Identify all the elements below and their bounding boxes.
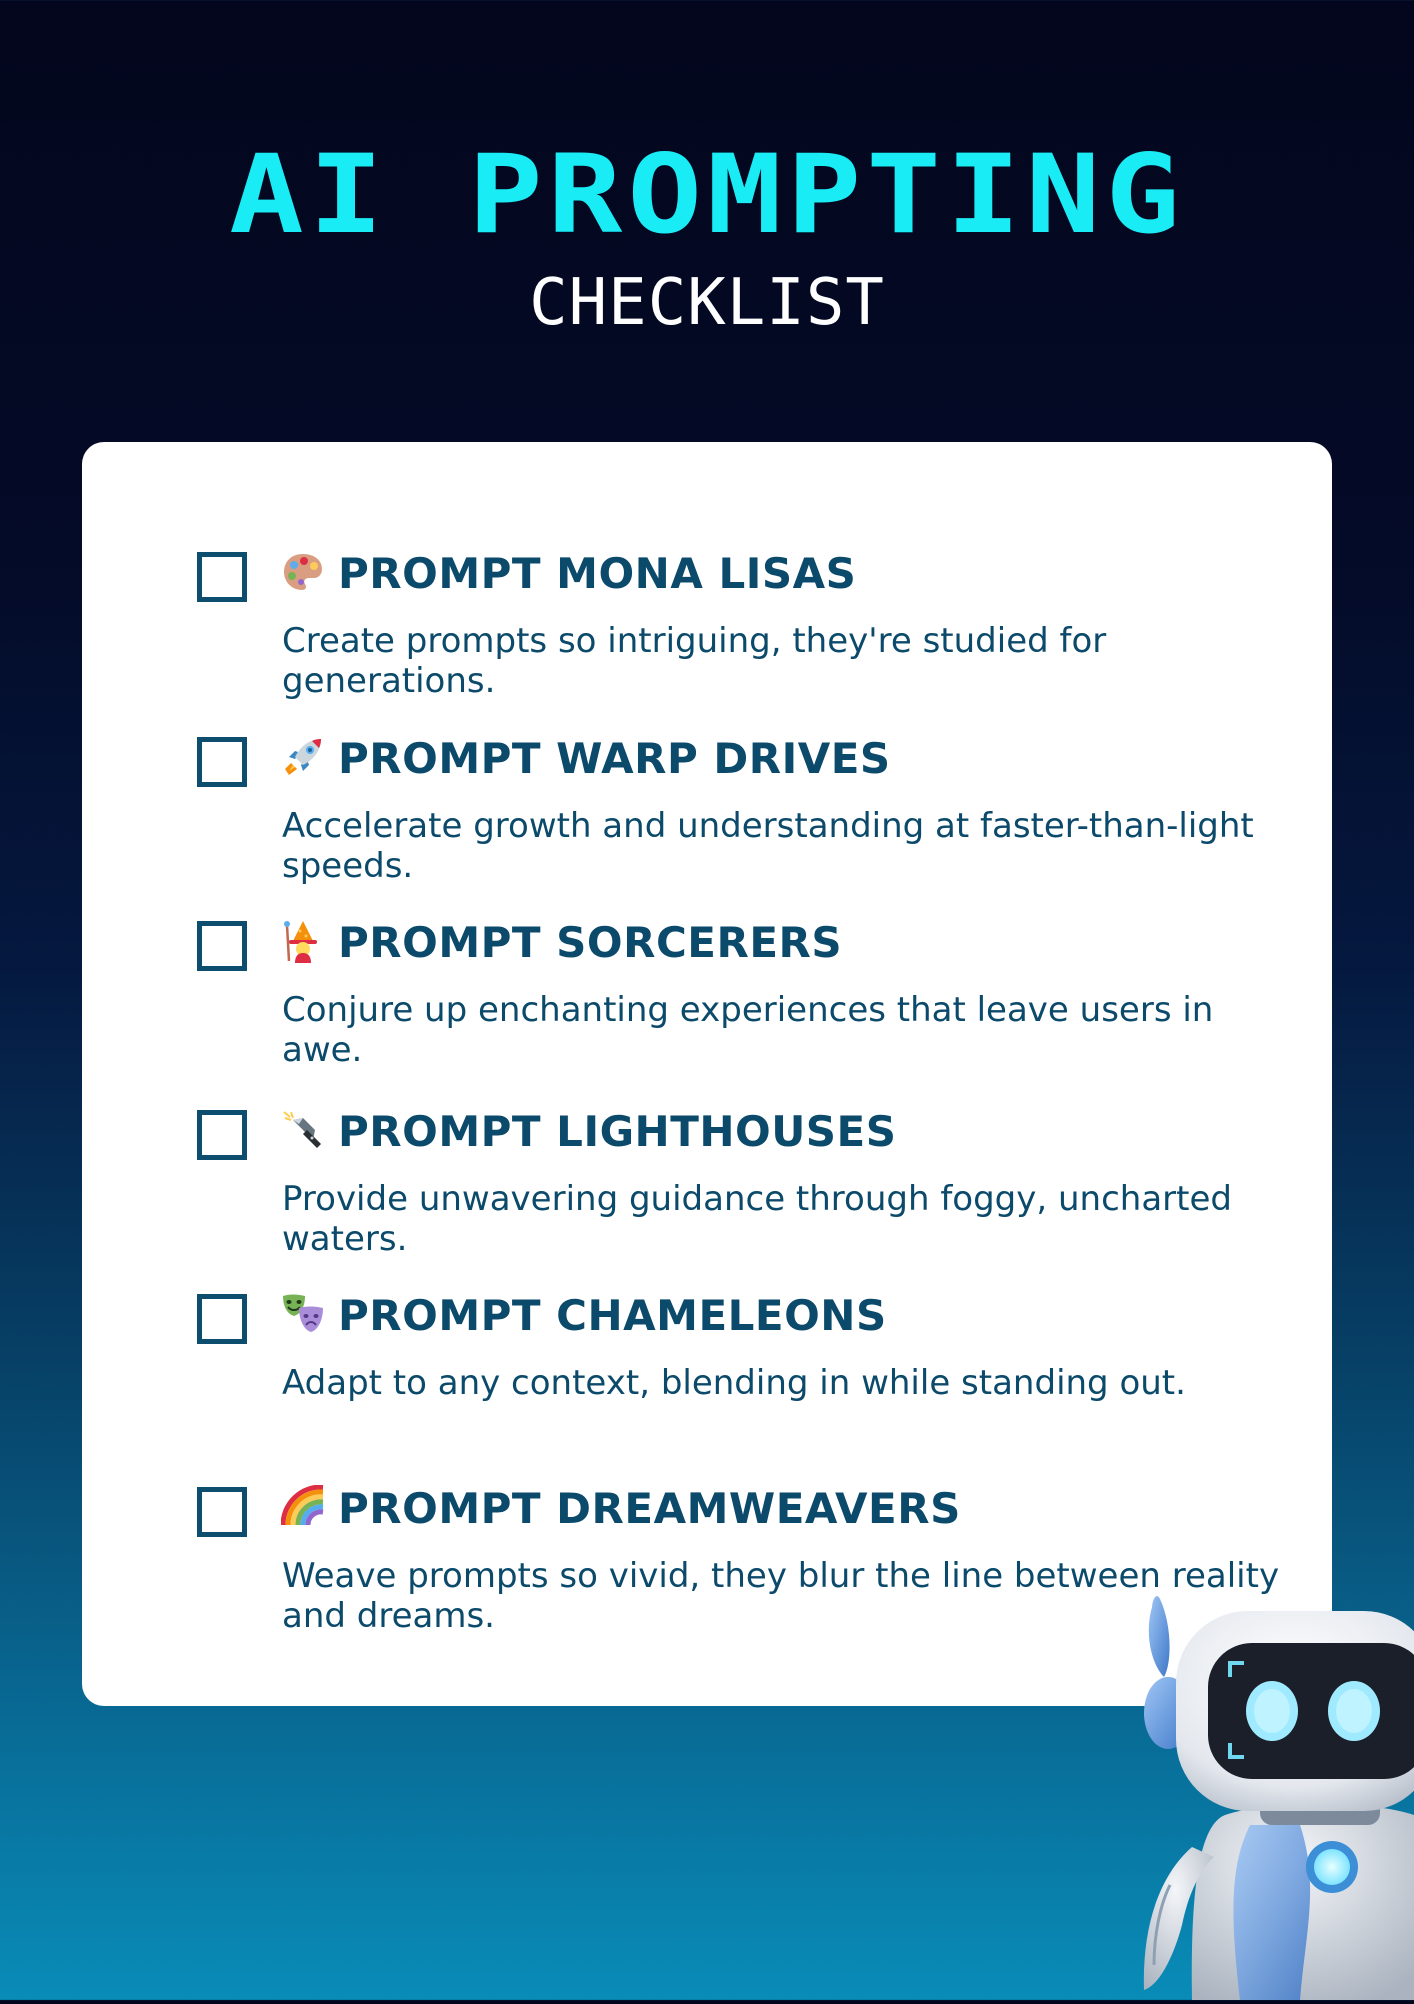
checkbox[interactable] [197, 921, 247, 971]
mage-icon [280, 918, 326, 964]
theater-masks-icon [280, 1291, 326, 1337]
checklist-item-description: Create prompts so intriguing, they're studied for generations. [282, 621, 1107, 701]
checkbox[interactable] [197, 552, 247, 602]
checklist-item-title: PROMPT SORCERERS [338, 918, 843, 967]
checklist-item-description: Accelerate growth and understanding at faster-than-light speeds. [282, 806, 1254, 886]
checklist-item [82, 1291, 1332, 1461]
checklist-item [82, 918, 1332, 1088]
checklist-item-description: Adapt to any context, blending in while standing out. [282, 1363, 1186, 1403]
checklist-item-description: Conjure up enchanting experiences that leave users in awe. [282, 990, 1214, 1070]
robot-illustration [1130, 1585, 1414, 2000]
robot-icon [1130, 1585, 1414, 2000]
checklist-item-description: Weave prompts so vivid, they blur the line between reality and dreams. [282, 1556, 1280, 1636]
checklist-item-title: PROMPT DREAMWEAVERS [338, 1484, 961, 1533]
checklist-item-title: PROMPT WARP DRIVES [338, 734, 891, 783]
rocket-icon [280, 734, 326, 780]
checkbox[interactable] [197, 1110, 247, 1160]
page-subtitle: CHECKLIST [529, 266, 885, 340]
checklist-item [82, 549, 1332, 719]
checkbox[interactable] [197, 1294, 247, 1344]
flashlight-icon [280, 1107, 326, 1153]
artist-palette-icon [280, 549, 326, 595]
checklist-item-title: PROMPT LIGHTHOUSES [338, 1107, 897, 1156]
checklist-card [82, 442, 1332, 1706]
checklist-item [82, 1107, 1332, 1277]
checkbox[interactable] [197, 1487, 247, 1537]
page-title: AI PROMPTING [229, 131, 1185, 259]
rainbow-icon [280, 1484, 326, 1530]
checklist-item-title: PROMPT MONA LISAS [338, 549, 857, 598]
checklist-item-description: Provide unwavering guidance through foggy, uncharted waters. [282, 1179, 1232, 1259]
checklist-item [82, 734, 1332, 904]
checklist-item-title: PROMPT CHAMELEONS [338, 1291, 887, 1340]
checkbox[interactable] [197, 737, 247, 787]
